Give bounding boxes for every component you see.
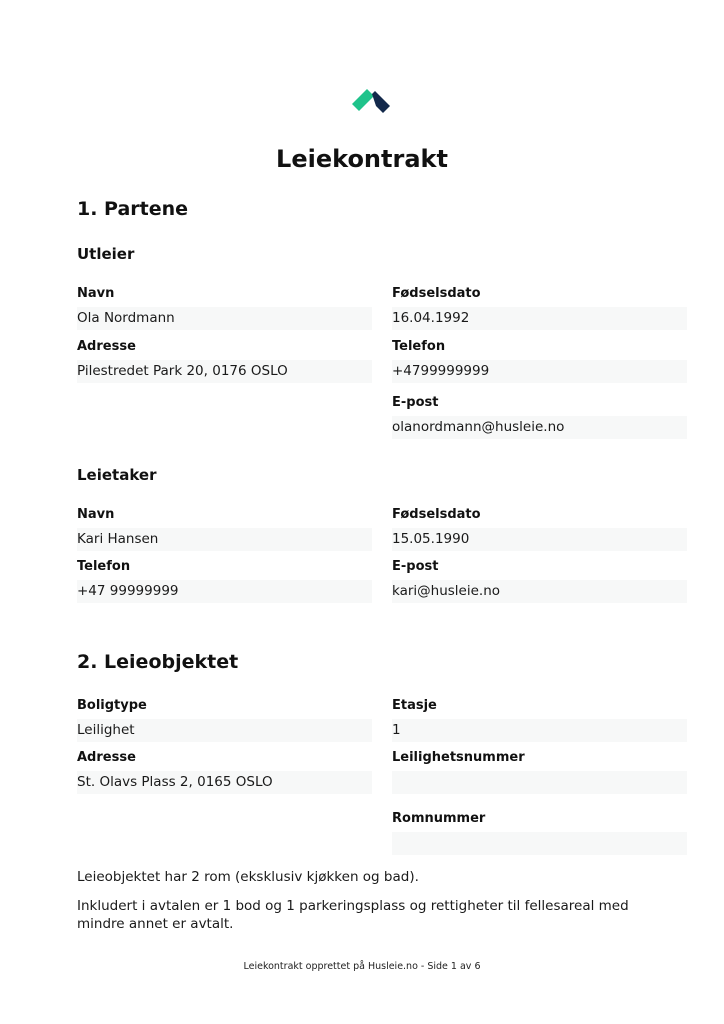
included-paragraph: Inkludert i avtalen er 1 bod og 1 parkeringsplass og rettigheter til fellesareal med mindre annet er avtalt. bbox=[77, 898, 629, 932]
field-label: Boligtype bbox=[77, 698, 147, 713]
field-value: St. Olavs Plass 2, 0165 OSLO bbox=[77, 771, 372, 794]
field-value: Kari Hansen bbox=[77, 528, 372, 551]
etasje-field bbox=[392, 696, 687, 742]
husleie-logo-icon bbox=[348, 82, 394, 118]
logo-navy-roof bbox=[372, 91, 390, 113]
logo-green-roof bbox=[352, 89, 374, 111]
field-value: kari@husleie.no bbox=[392, 580, 687, 603]
field-value: 15.05.1990 bbox=[392, 528, 687, 551]
leietaker-navn-field bbox=[77, 505, 372, 551]
field-value bbox=[392, 771, 687, 794]
field-value: +47 99999999 bbox=[77, 580, 372, 603]
field-value: Ola Nordmann bbox=[77, 307, 372, 330]
field-label: Adresse bbox=[77, 750, 136, 765]
field-value: 16.04.1992 bbox=[392, 307, 687, 330]
leietaker-epost-field bbox=[392, 557, 687, 603]
leietaker-fodselsdato-field bbox=[392, 505, 687, 551]
field-label: Navn bbox=[77, 286, 115, 301]
leieobjekt-adresse-field bbox=[77, 748, 372, 794]
field-value: olanordmann@husleie.no bbox=[392, 416, 687, 439]
leietaker-telefon-field bbox=[77, 557, 372, 603]
document-title: Leiekontrakt bbox=[276, 145, 448, 173]
subheading-leietaker: Leietaker bbox=[77, 466, 157, 484]
leilighetsnummer-field bbox=[392, 748, 687, 794]
field-label: Navn bbox=[77, 507, 115, 522]
romnummer-field bbox=[392, 809, 687, 855]
utleier-epost-field bbox=[392, 393, 687, 439]
field-value: Leilighet bbox=[77, 719, 372, 742]
utleier-adresse-field bbox=[77, 337, 372, 383]
utleier-fodselsdato-field bbox=[392, 284, 687, 330]
field-label: Adresse bbox=[77, 339, 136, 354]
field-value bbox=[392, 832, 687, 855]
field-value: +4799999999 bbox=[392, 360, 687, 383]
section-heading-leieobjektet: 2. Leieobjektet bbox=[77, 651, 239, 673]
rooms-paragraph: Leieobjektet har 2 rom (eksklusiv kjøkken og bad). bbox=[77, 869, 419, 885]
page-footer: Leiekontrakt opprettet på Husleie.no - Side 1 av 6 bbox=[243, 961, 481, 972]
field-value: 1 bbox=[392, 719, 687, 742]
field-label: Fødselsdato bbox=[392, 507, 481, 522]
boligtype-field bbox=[77, 696, 372, 742]
field-label: Telefon bbox=[392, 339, 446, 354]
utleier-telefon-field bbox=[392, 337, 687, 383]
field-label: E-post bbox=[392, 395, 439, 410]
field-label: Telefon bbox=[77, 559, 131, 574]
field-label: Fødselsdato bbox=[392, 286, 481, 301]
field-label: Romnummer bbox=[392, 811, 486, 826]
field-label: Etasje bbox=[392, 698, 437, 713]
subheading-utleier: Utleier bbox=[77, 245, 135, 263]
field-value: Pilestredet Park 20, 0176 OSLO bbox=[77, 360, 372, 383]
field-label: Leilighetsnummer bbox=[392, 750, 525, 765]
utleier-navn-field bbox=[77, 284, 372, 330]
field-label: E-post bbox=[392, 559, 439, 574]
section-heading-partene: 1. Partene bbox=[77, 198, 189, 220]
